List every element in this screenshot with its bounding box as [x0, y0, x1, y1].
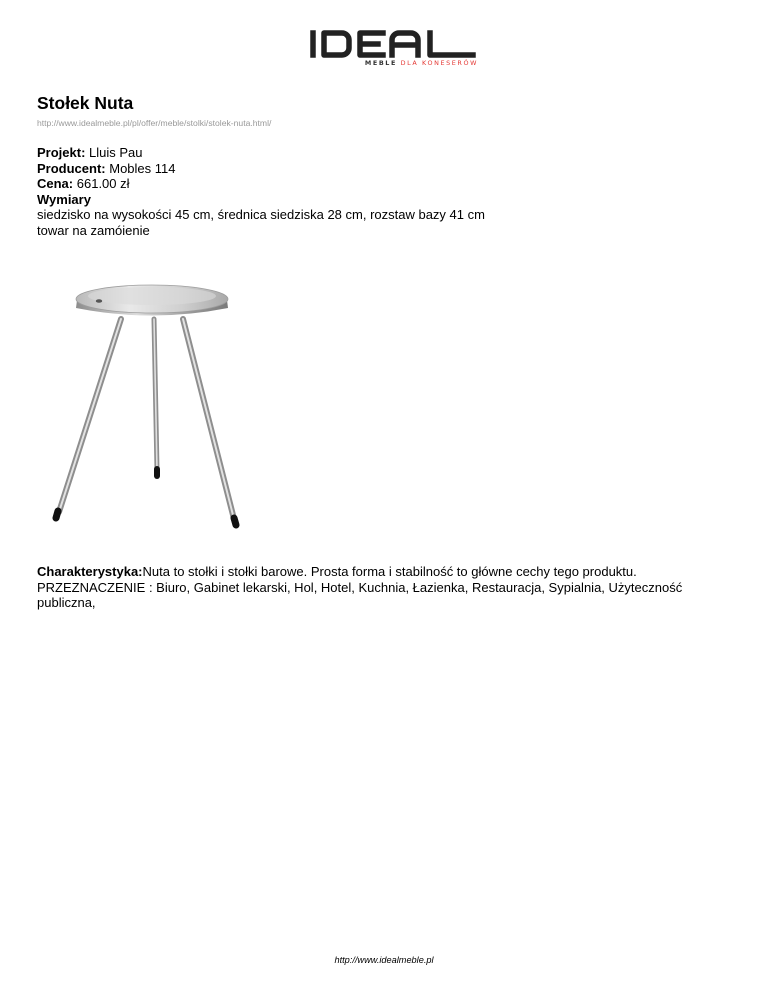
product-title: Stołek Nuta [37, 93, 134, 113]
product-specs [37, 145, 485, 239]
spec-availability: towar na zamóienie [37, 222, 150, 238]
spec-project: Projekt: Lluis Pau [37, 145, 143, 160]
footer-url[interactable]: http://www.idealmeble.pl [334, 955, 434, 965]
description-text: Charakterystyka:Nuta to stołki i stołki barowe. Prosta forma i stabilność to główne cechy tego produktu. [37, 564, 637, 579]
spec-producer: Producent: Mobles 114 [37, 160, 176, 176]
logo-tagline: MEBLE DLA KONESERÓW [364, 59, 478, 67]
logo-wordmark [308, 30, 478, 58]
description-purpose: PRZEZNACZENIE : Biuro, Gabinet lekarski, Hol, Hotel, Kuchnia, Łazienka, Restauracja, Sypialnia, Użyteczność publiczna, [37, 579, 683, 611]
spec-price: Cena: 661.00 zł [37, 176, 130, 192]
brand-logo [308, 30, 478, 70]
spec-dimensions-label: Wymiary [37, 191, 91, 207]
product-description [37, 564, 737, 611]
product-image [37, 257, 259, 547]
spec-dimensions-value: siedzisko na wysokości 45 cm, średnica siedziska 28 cm, rozstaw bazy 41 cm [37, 207, 485, 223]
stool-illustration [37, 257, 259, 547]
product-url[interactable]: http://www.idealmeble.pl/pl/offer/meble/stolki/stolek-nuta.html/ [37, 118, 272, 128]
